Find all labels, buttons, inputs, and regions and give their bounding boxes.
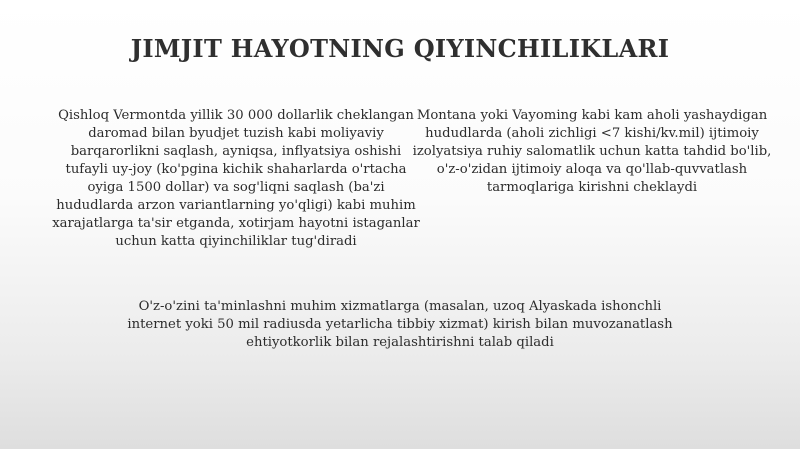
bottom-text-block: O'z-o'zini ta'minlashni muhim xizmatlarga (masalan, uzoq Alyaskada ishonchli internet yoki 50 mil radiusda yetarlicha tibbiy xizmat) kirish bilan muvozanatlash ehtiyotkorlik bilan rejalashtirishni talab qiladi xyxy=(127,299,673,350)
slide-title: JIMJIT HAYOTNING QIYINCHILIKLARI xyxy=(130,34,670,63)
left-text-block: Qishloq Vermontda yillik 30 000 dollarlik cheklangan daromad bilan byudjet tuzish kabi moliyaviy barqarorlikni saqlash, ayniqsa, inflyatsiya oshishi tufayli uy-joy (ko'pgina kichik shaharlarda o'rtacha oyiga 1500 dollar) va sog'liqni saqlash (ba'zi hududlarda arzon variantlarning yo'qligi) kabi muhim xarajatlarga ta'sir etganda, xotirjam hayotni istaganlar uchun katta qiyinchiliklar tug'diradi xyxy=(52,108,420,249)
right-text-block: Montana yoki Vayoming kabi kam aholi yashaydigan hududlarda (aholi zichligi <7 kishi/kv.mil) ijtimoiy izolyatsiya ruhiy salomatlik uchun katta tahdid bo'lib, o'z-o'zidan ijtimoiy aloqa va qo'llab-quvvatlash tarmoqlariga kirishni cheklaydi xyxy=(412,108,772,195)
